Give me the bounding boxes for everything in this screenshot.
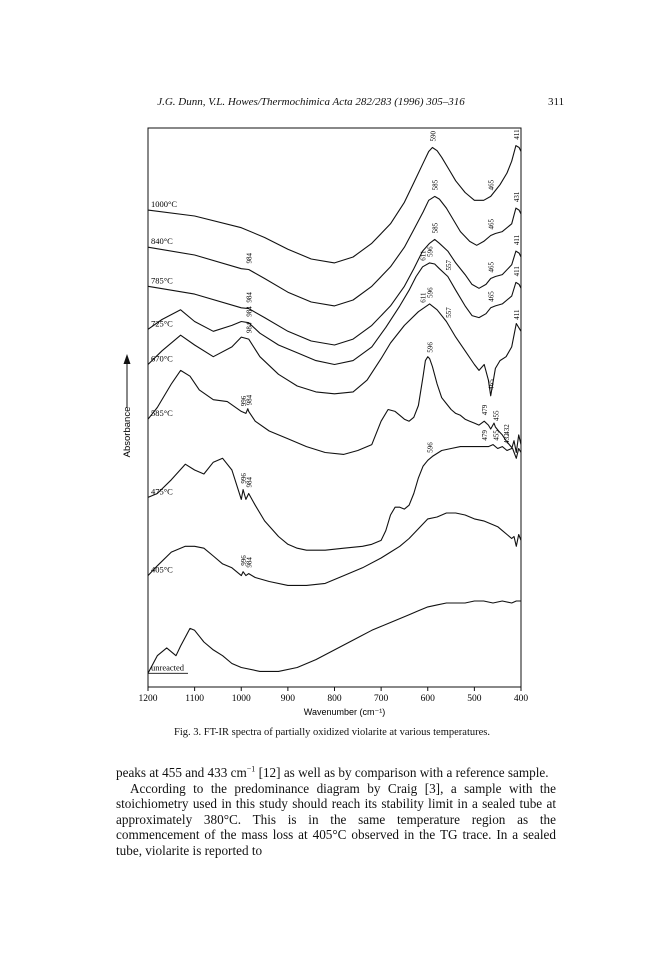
spectrum-840-c [148,196,521,306]
peak-label-785-c-984: 984 [245,292,254,303]
x-tick-label-700: 700 [374,694,389,704]
peak-label-1000-c-465: 465 [487,179,496,191]
peak-label-475-c-984: 984 [245,477,254,488]
series-label-585-c: 585°C [151,408,173,419]
spectrum-1000-c [148,146,521,263]
peak-label-670-c-984: 984 [245,322,254,334]
spectrum-585-c [148,357,521,459]
series-label-1000-c: 1000°C [151,199,178,210]
peak-label-475-c-596: 596 [426,442,435,453]
peak-label-405-c-984: 984 [245,557,254,568]
peak-label-475-c-432: 432 [503,433,512,444]
x-tick-label-800: 800 [327,694,342,704]
peak-label-585-c-596: 596 [426,342,435,353]
peak-label-725-c-611: 611 [419,250,428,261]
peak-label-725-c-596: 596 [426,246,435,257]
peak-label-725-c-984: 984 [245,306,254,317]
peak-label-785-c-411: 411 [512,234,521,246]
body-text [116,765,556,859]
series-label-670-c: 670°C [151,353,173,364]
peak-label-475-c-996: 996 [240,473,249,484]
peak-label-585-c-479: 479 [481,404,490,416]
peak-label-725-c-557: 557 [444,260,453,271]
peak-label-725-c-465: 465 [487,291,496,302]
series-label-unreacted: unreacted [151,662,185,673]
x-tick-label-1100: 1100 [185,694,204,704]
x-tick-label-400: 400 [513,694,529,704]
x-axis-label: Wavenumber (cm⁻¹) [303,707,386,717]
peak-label-840-c-984: 984 [245,253,254,264]
peak-label-785-c-585: 585 [431,222,440,234]
peak-label-585-c-455: 455 [492,410,501,421]
spectrum-725-c [148,263,521,365]
x-tick-label-900: 900 [280,694,295,704]
peak-label-670-c-465: 465 [487,379,496,390]
y-axis-arrow-head [124,354,131,364]
peak-label-1000-c-590: 590 [429,131,438,142]
y-axis-label: Absorbance [122,406,133,458]
spectrum-475-c [148,435,521,550]
spectrum-unreacted [148,601,521,673]
series-label-785-c: 785°C [151,275,173,286]
x-tick-label-1200: 1200 [138,694,158,704]
peak-label-475-c-455: 455 [492,430,501,441]
peak-label-785-c-465: 465 [487,262,496,273]
page-number: 311 [548,96,565,108]
peak-label-670-c-596: 596 [426,287,435,298]
body-paragraph-2: According to the predominance diagram by Craig [3], a sample with the stoichiometry used in this study should reach its stability limit in a sealed tube at approximately 380°C. This is in the same temperature region as the commencement of the mass loss at 405°C observed in the TG trace. In a sealed tube, violarite is reported to [116,780,556,858]
peak-label-475-c-479: 479 [481,430,490,441]
peak-label-840-c-585: 585 [431,179,440,191]
series-label-405-c: 405°C [151,564,173,575]
figure-caption: Fig. 3. FT-IR spectra of partially oxidized violarite at various temperatures. [174,727,490,738]
peak-label-405-c-996: 996 [240,555,249,566]
peak-label-1000-c-411: 411 [512,129,521,140]
series-label-475-c: 475°C [151,486,173,497]
peak-label-585-c-984: 984 [245,394,254,406]
series-label-725-c: 725°C [151,318,173,329]
peak-label-585-c-996: 996 [240,395,249,407]
peak-label-670-c-557: 557 [444,307,453,318]
peak-label-725-c-411: 411 [512,266,521,277]
x-tick-label-600: 600 [420,694,435,704]
running-head: J.G. Dunn, V.L. Howes/Thermochimica Acta 282/283 (1996) 305–316 [157,96,465,108]
x-tick-label-500: 500 [467,694,482,704]
peak-label-840-c-465: 465 [487,219,496,230]
series-label-840-c: 840°C [151,236,173,247]
peak-label-585-c-432: 432 [503,424,512,435]
peak-label-670-c-411: 411 [512,309,521,320]
peak-label-840-c-431: 431 [512,191,521,203]
x-tick-label-1000: 1000 [231,694,251,704]
spectrum-785-c [148,239,521,345]
body-paragraph-1: peaks at 455 and 433 $cm^{-1}$ [12] as well as by comparison with a reference sample. [116,764,549,780]
peak-label-670-c-611: 611 [419,292,428,303]
spectrum-670-c [148,304,521,396]
